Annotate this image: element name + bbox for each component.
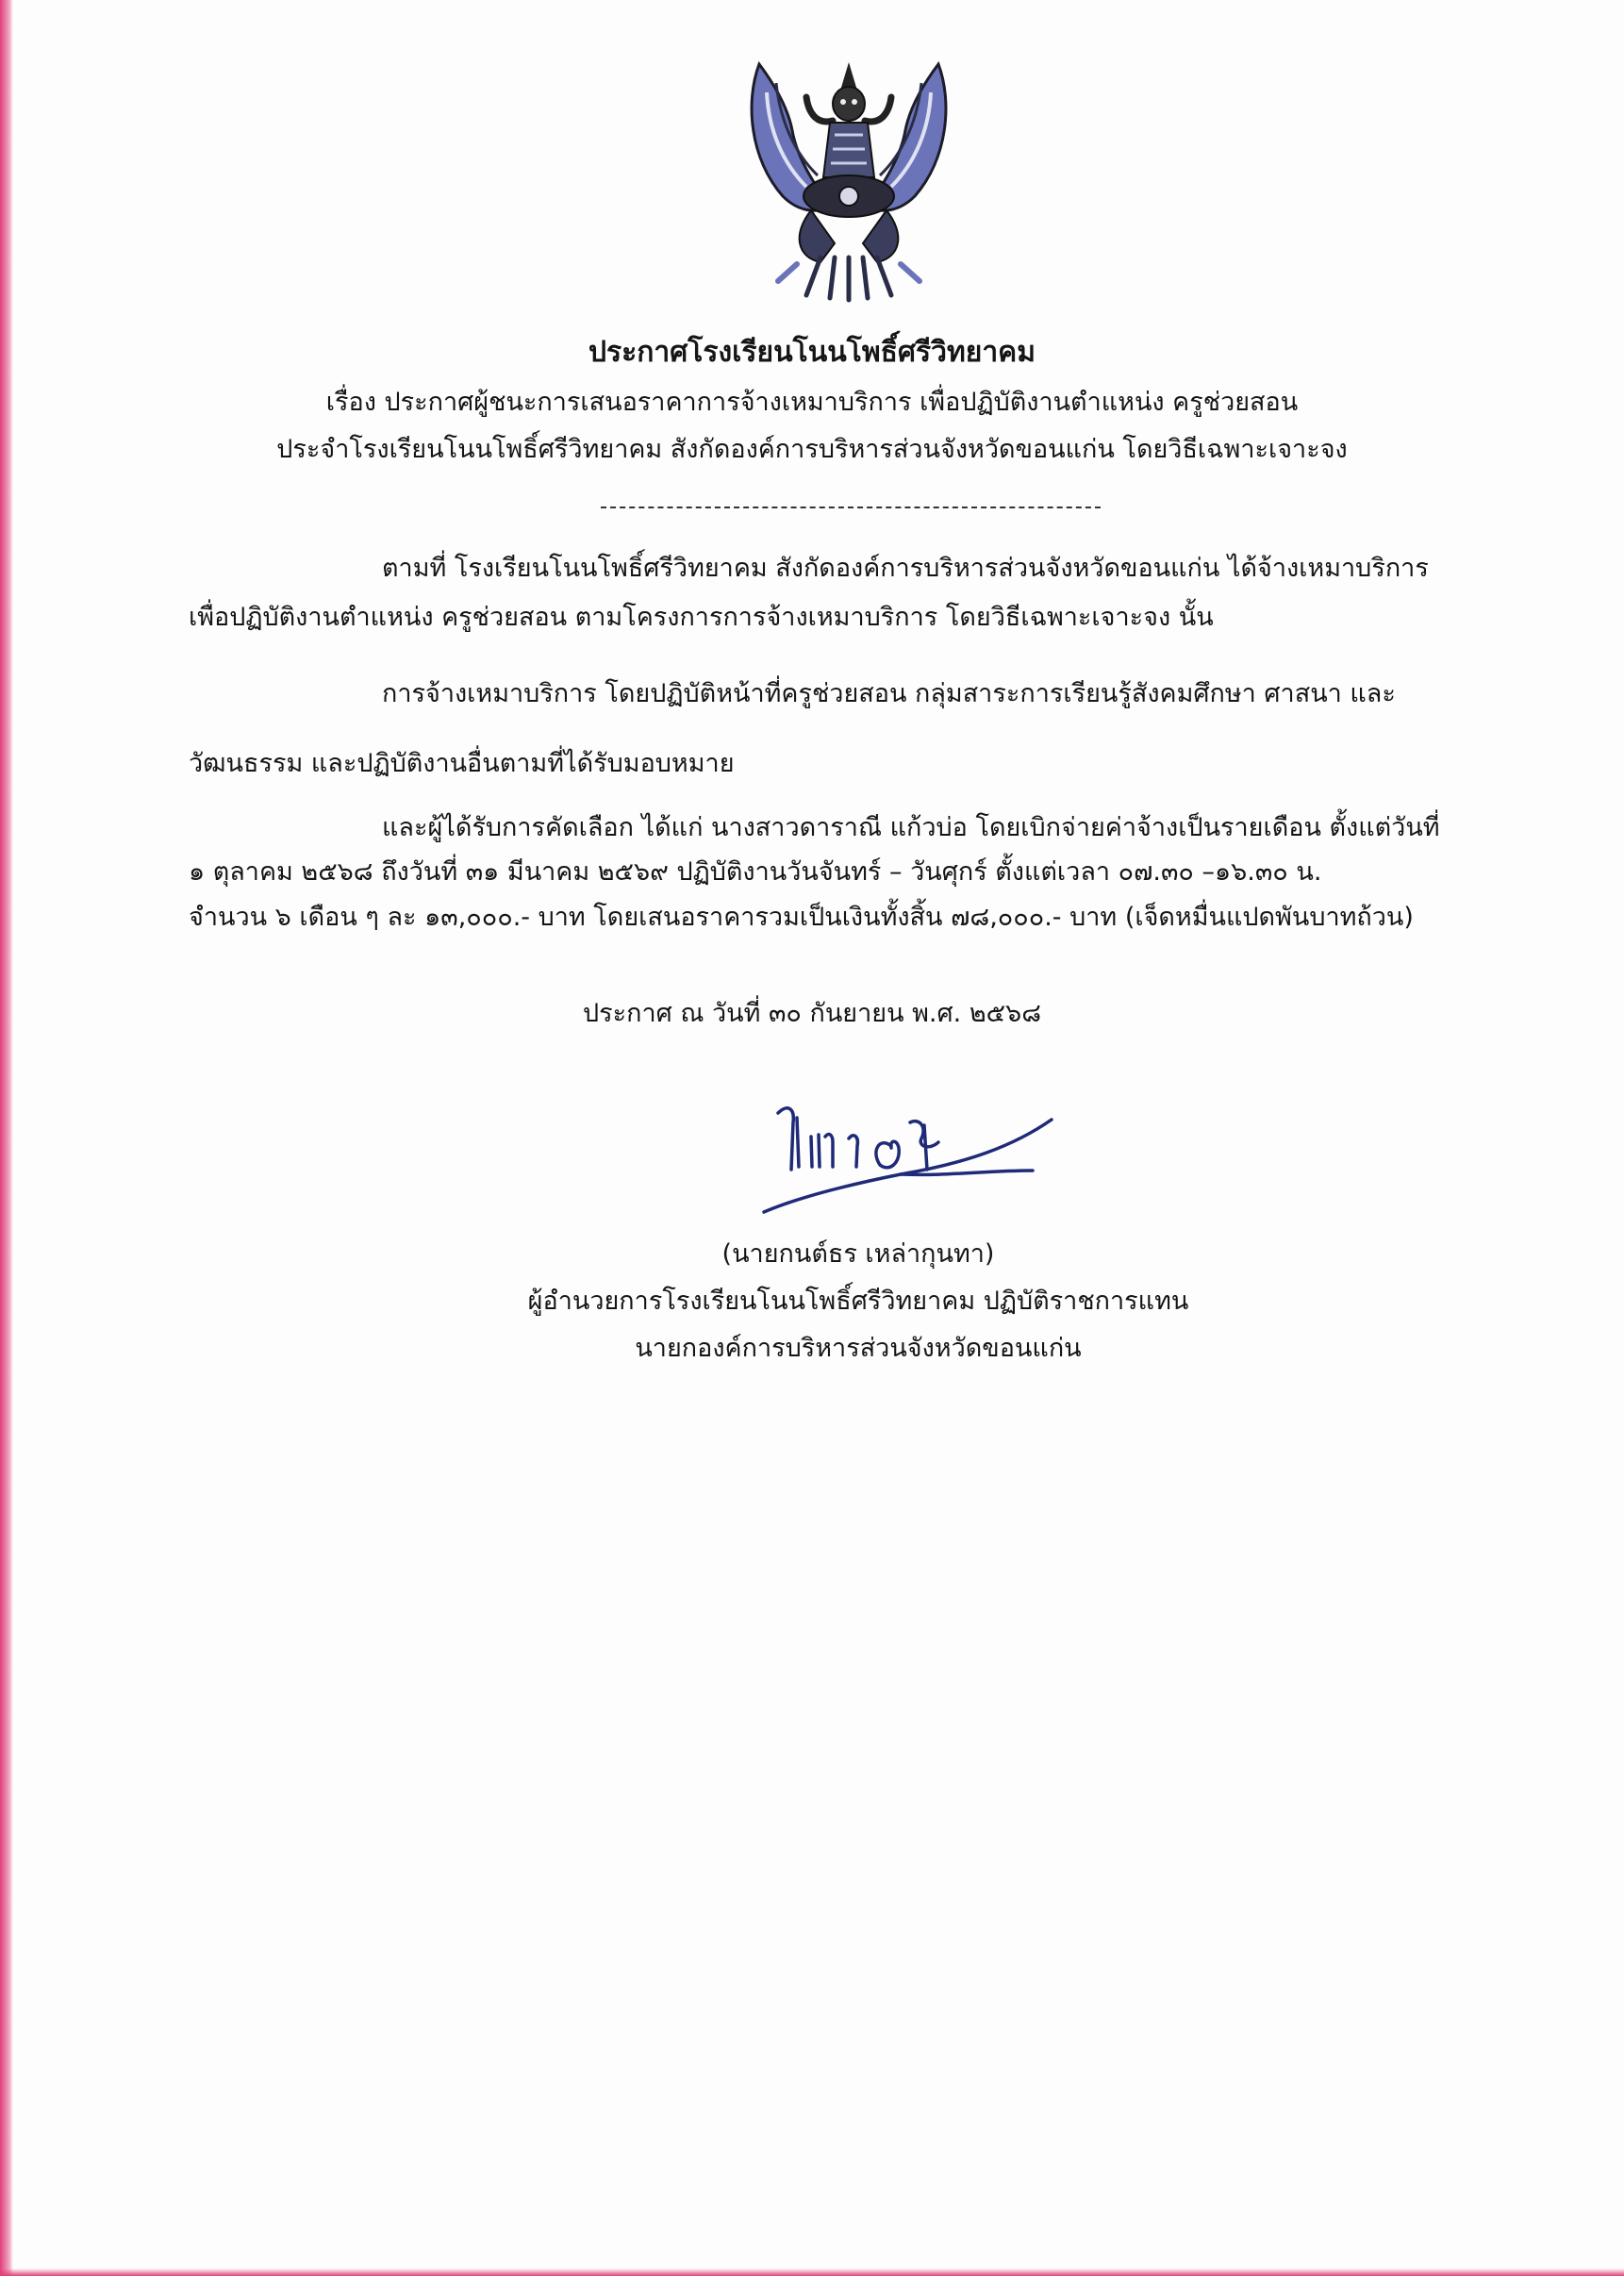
announcement-subject xyxy=(0,379,1624,473)
subject-line-1: เรื่อง ประกาศผู้ชนะการเสนอราคาการจ้างเหมาบริการ เพื่อปฏิบัติงานตำแหน่ง ครูช่วยสอน xyxy=(325,388,1299,417)
paragraph-3-line-3: จำนวน ๖ เดือน ๆ ละ ๑๓,๐๐๐.- บาท โดยเสนอราคารวมเป็นเงินทั้งสิ้น ๗๘,๐๐๐.- บาท (เจ็ดหมื่นแปดพันบาทถ้วน) xyxy=(189,903,1414,932)
signer-block xyxy=(509,1231,1207,1372)
paragraph-3-line-2: ๑ ตุลาคม ๒๕๖๘ ถึงวันที่ ๓๑ มีนาคม ๒๕๖๙ ปฏิบัติงานวันจันทร์ – วันศุกร์ ตั้งแต่เวลา ๐๗.๓๐ –๑๖.๓๐ น. xyxy=(189,857,1322,887)
announcement-title: ประกาศโรงเรียนโนนโพธิ์ศรีวิทยาคม xyxy=(588,336,1036,369)
paragraph-3-line-1: และผู้ได้รับการคัดเลือก ได้แก่ นางสาวดาราณี แก้วบ่อ โดยเบิกจ่ายค่าจ้างเป็นรายเดือน ตั้งแต่วันที่ xyxy=(382,813,1440,842)
signer-name: (นายกนต์ธร เหล่ากุนทา) xyxy=(721,1239,995,1269)
signer-position-2: นายกองค์การบริหารส่วนจังหวัดขอนแก่น xyxy=(635,1334,1082,1363)
paragraph-1-line-1: ตามที่ โรงเรียนโนนโพธิ์ศรีวิทยาคม สังกัดองค์การบริหารส่วนจังหวัดขอนแก่น ได้จ้างเหมาบริการ xyxy=(382,554,1429,583)
paragraph-2-line-1: การจ้างเหมาบริการ โดยปฏิบัติหน้าที่ครูช่วยสอน กลุ่มสาระการเรียนรู้สังคมศึกษา ศาสนา และ xyxy=(382,679,1396,708)
announcement-date: ประกาศ ณ วันที่ ๓๐ กันยายน พ.ศ. ๒๕๖๘ xyxy=(582,999,1042,1028)
title-divider xyxy=(601,507,1101,508)
garuda-emblem-icon xyxy=(740,55,957,305)
handwritten-signature-icon xyxy=(759,1080,1061,1221)
paragraph-2-line-2: วัฒนธรรม และปฏิบัติงานอื่นตามที่ได้รับมอบหมาย xyxy=(189,749,735,778)
subject-line-2: ประจำโรงเรียนโนนโพธิ์ศรีวิทยาคม สังกัดองค์การบริหารส่วนจังหวัดขอนแก่น โดยวิธีเฉพาะเจาะจง xyxy=(276,435,1348,464)
paragraph-1-line-2: เพื่อปฏิบัติงานตำแหน่ง ครูช่วยสอน ตามโครงการการจ้างเหมาบริการ โดยวิธีเฉพาะเจาะจง นั้น xyxy=(189,603,1214,632)
signer-position-1: ผู้อำนวยการโรงเรียนโนนโพธิ์ศรีวิทยาคม ปฏิบัติราชการแทน xyxy=(527,1287,1189,1316)
